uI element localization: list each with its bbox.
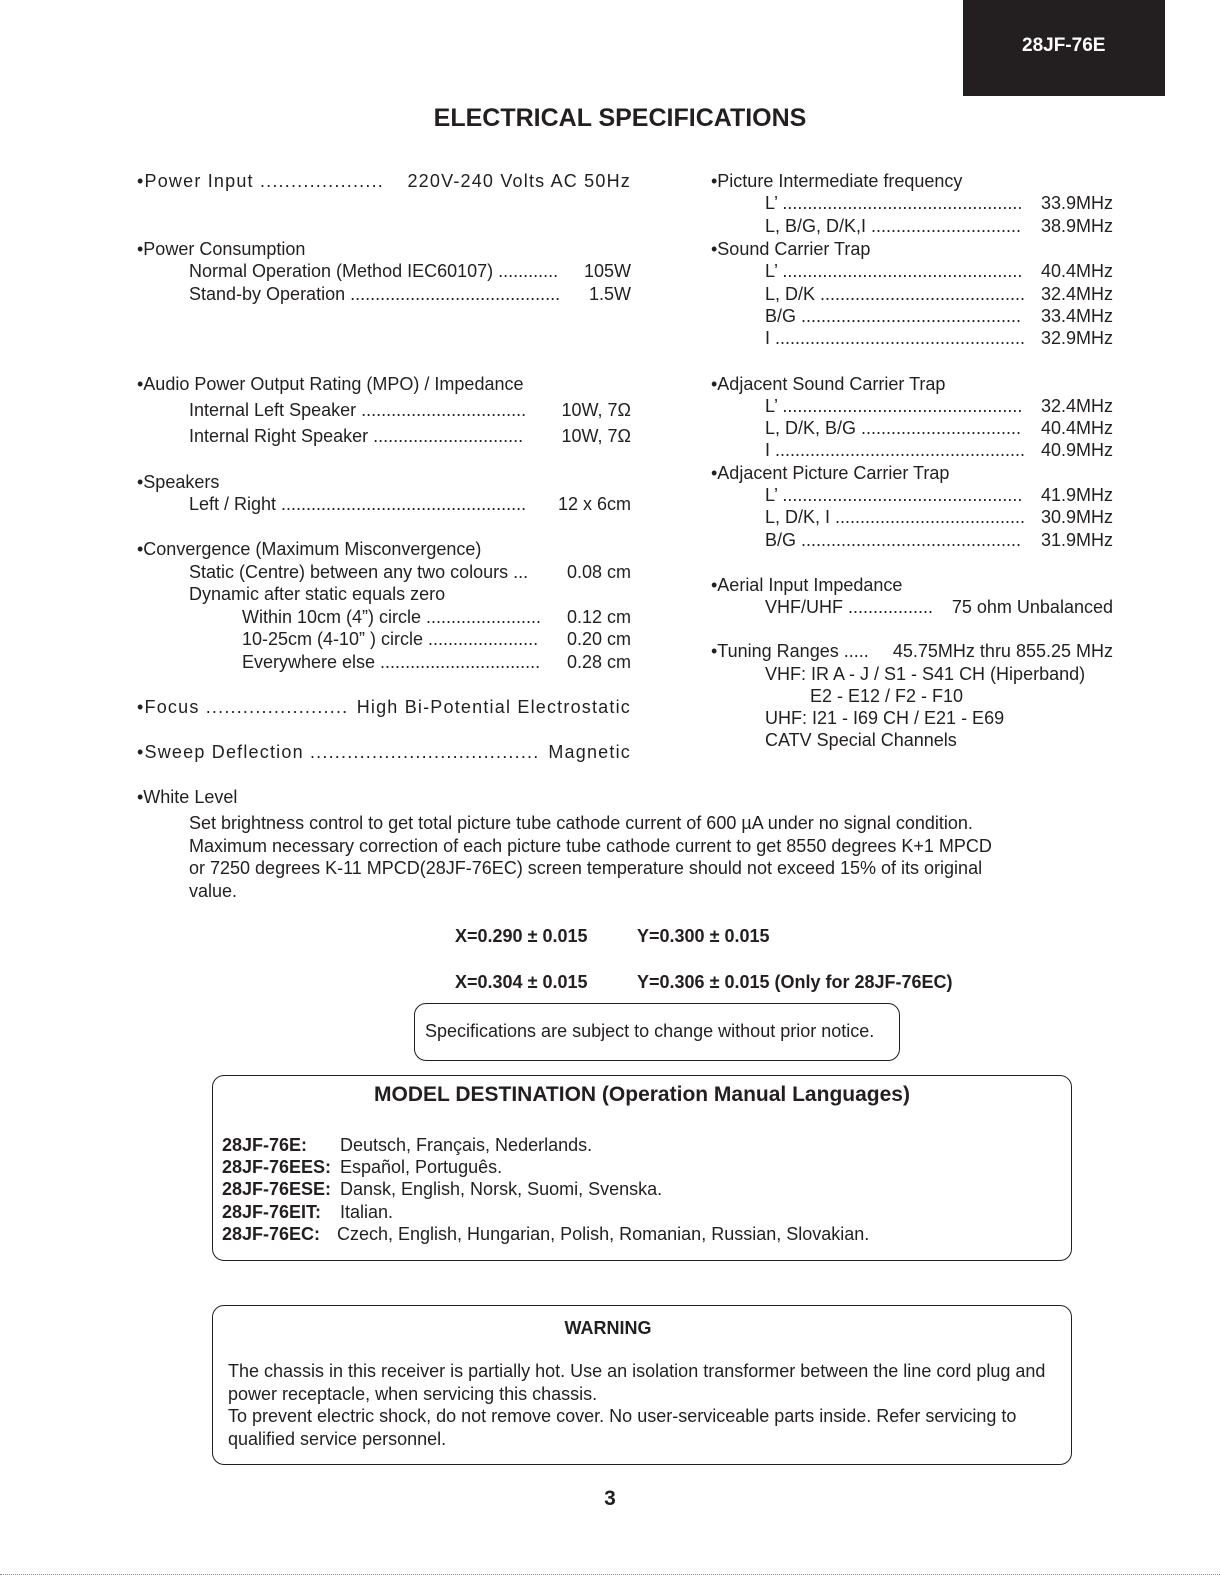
focus-label: •Focus ....................... (137, 697, 349, 717)
focus-row (137, 696, 631, 718)
audio-heading: •Audio Power Output Rating (MPO) / Impedance (137, 374, 524, 394)
dynamic-convergence-text: Dynamic after static equals zero (189, 584, 446, 604)
convergence-heading: •Convergence (Maximum Misconvergence) (137, 539, 482, 559)
pif-row (765, 192, 1113, 214)
asct-label: L’ ................................................ (765, 396, 1023, 416)
sct-row (765, 327, 1113, 349)
sweep-row (137, 741, 631, 763)
power-input-label: •Power Input .................... (137, 171, 384, 191)
tuning-catv: CATV Special Channels (765, 730, 957, 750)
apct-row (765, 529, 1113, 551)
power-input-row (137, 170, 631, 192)
speakers-row (189, 493, 631, 515)
white-level-text: Set brightness control to get total picture tube cathode current of 600 µA under no signal condition. Maximum necessary correction of each picture tube cathode current to get 8550 degrees K+1 MPCD or 7250 degrees K-11 MPCD(28JF-76EC) screen temperature should not exceed 15% of its original value. (189, 813, 992, 901)
apct-label: L’ ................................................ (765, 485, 1023, 505)
tuning-value: 45.75MHz thru 855.25 MHz (892, 641, 1113, 661)
pif-value: 38.9MHz (1040, 216, 1113, 236)
warning-title: WARNING (564, 1318, 652, 1338)
pif-value: 33.9MHz (1040, 193, 1113, 213)
speakers-label: Left / Right ................................................. (189, 494, 527, 514)
normal-operation-label: Normal Operation (Method IEC60107) ............ (189, 261, 559, 281)
sct-heading: •Sound Carrier Trap (711, 239, 871, 259)
model-tab (963, 0, 1165, 96)
tuning-vhf-2: E2 - E12 / F2 - F10 (810, 686, 964, 706)
white-level-heading: •White Level (137, 787, 238, 807)
sct-row (765, 283, 1113, 305)
warning-text-1: The chassis in this receiver is partially hot. Use an isolation transformer between the line cord plug and power receptacle, when servicing this chassis. (228, 1361, 1046, 1404)
asct-label: L, D/K, B/G ................................ (765, 418, 1022, 438)
apct-row (765, 484, 1113, 506)
model-destination-row (222, 1201, 393, 1223)
asct-heading: •Adjacent Sound Carrier Trap (711, 374, 946, 394)
y-coordinate-2: Y=0.306 ± 0.015 (Only for 28JF-76EC) (637, 972, 953, 992)
y-coordinate-1: Y=0.300 ± 0.015 (637, 926, 770, 946)
sct-label: I .................................................. (765, 328, 1026, 348)
pif-row (765, 215, 1113, 237)
asct-value: 32.4MHz (1040, 396, 1113, 416)
model-code: 28JF-76EC: (222, 1224, 321, 1244)
tuning-uhf: UHF: I21 - I69 CH / E21 - E69 (765, 708, 1005, 728)
sct-label: L, D/K ......................................... (765, 284, 1026, 304)
pif-label: L’ ................................................ (765, 193, 1023, 213)
model-languages: Español, Português. (340, 1157, 503, 1177)
right-speaker-label: Internal Right Speaker .............................. (189, 426, 524, 446)
page-title: ELECTRICAL SPECIFICATIONS (433, 104, 807, 132)
sct-value: 32.4MHz (1040, 284, 1113, 304)
standby-operation-label: Stand-by Operation .......................................... (189, 284, 561, 304)
aerial-value: 75 ohm Unbalanced (951, 597, 1113, 617)
model-destination-row (222, 1134, 592, 1156)
static-convergence-value: 0.08 cm (566, 562, 631, 582)
asct-row (765, 439, 1113, 461)
model-languages: Czech, English, Hungarian, Polish, Romanian, Russian, Slovakian. (337, 1224, 870, 1244)
aerial-label: VHF/UHF ................. (765, 597, 934, 617)
left-speaker-value: 10W, 7Ω (561, 400, 631, 420)
tuning-row (711, 640, 1113, 662)
page-number: 3 (604, 1487, 616, 1510)
model-languages: Deutsch, Français, Nederlands. (340, 1135, 593, 1155)
within-circle-row (242, 606, 631, 628)
sct-row (765, 305, 1113, 327)
power-input-value: 220V-240 Volts AC 50Hz (407, 171, 631, 191)
asct-value: 40.9MHz (1040, 440, 1113, 460)
model-languages: Italian. (340, 1202, 394, 1222)
asct-value: 40.4MHz (1040, 418, 1113, 438)
standby-operation-row (189, 283, 631, 305)
asct-label: I .................................................. (765, 440, 1026, 460)
warning-text-2: To prevent electric shock, do not remove cover. No user-serviceable parts inside. Refer servicing to qualified service personnel. (228, 1406, 1017, 1449)
focus-value: High Bi-Potential Electrostatic (356, 697, 631, 717)
tuning-label: •Tuning Ranges ..... (711, 641, 869, 661)
sct-row (765, 260, 1113, 282)
model-code: 28JF-76E: (222, 1135, 308, 1155)
standby-operation-value: 1.5W (588, 284, 631, 304)
speakers-value: 12 x 6cm (557, 494, 631, 514)
notice-text: Specifications are subject to change without prior notice. (425, 1021, 875, 1041)
right-speaker-value: 10W, 7Ω (561, 426, 631, 446)
sweep-label: •Sweep Deflection ..................................... (137, 742, 540, 762)
model-label: 28JF-76E (1022, 35, 1106, 56)
apct-value: 30.9MHz (1040, 507, 1113, 527)
pif-heading: •Picture Intermediate frequency (711, 171, 963, 191)
range-circle-row (242, 628, 631, 650)
left-speaker-label: Internal Left Speaker ................................. (189, 400, 527, 420)
apct-label: B/G ............................................ (765, 530, 1022, 550)
aerial-row (765, 596, 1113, 618)
footer-rule (0, 1574, 1220, 1575)
sct-value: 40.4MHz (1040, 261, 1113, 281)
sct-value: 33.4MHz (1040, 306, 1113, 326)
model-languages: Dansk, English, Norsk, Suomi, Svenska. (340, 1179, 663, 1199)
model-destination-title: MODEL DESTINATION (Operation Manual Languages) (374, 1083, 910, 1106)
sct-label: B/G ............................................ (765, 306, 1022, 326)
power-consumption-heading: •Power Consumption (137, 239, 306, 259)
tuning-vhf: VHF: IR A - J / S1 - S41 CH (Hiperband) (765, 664, 1086, 684)
model-destination-row (222, 1178, 662, 1200)
left-speaker-row (189, 399, 631, 421)
everywhere-value: 0.28 cm (566, 652, 631, 672)
speakers-heading: •Speakers (137, 472, 220, 492)
range-circle-value: 0.20 cm (566, 629, 631, 649)
static-convergence-row (189, 561, 631, 583)
sweep-value: Magnetic (548, 742, 631, 762)
apct-value: 31.9MHz (1040, 530, 1113, 550)
model-destination-row (222, 1223, 869, 1245)
model-code: 28JF-76EES: (222, 1157, 332, 1177)
sct-label: L’ ................................................ (765, 261, 1023, 281)
right-speaker-row (189, 425, 631, 447)
apct-value: 41.9MHz (1040, 485, 1113, 505)
apct-label: L, D/K, I ...................................... (765, 507, 1026, 527)
everywhere-row (242, 651, 631, 673)
within-circle-label: Within 10cm (4”) circle ....................... (242, 607, 542, 627)
aerial-heading: •Aerial Input Impedance (711, 575, 903, 595)
range-circle-label: 10-25cm (4-10” ) circle ...................... (242, 629, 539, 649)
asct-row (765, 417, 1113, 439)
x-coordinate-2: X=0.304 ± 0.015 (455, 972, 588, 992)
normal-operation-value: 105W (583, 261, 631, 281)
within-circle-value: 0.12 cm (566, 607, 631, 627)
apct-heading: •Adjacent Picture Carrier Trap (711, 463, 950, 483)
static-convergence-label: Static (Centre) between any two colours ... (189, 562, 529, 582)
normal-operation-row (189, 260, 631, 282)
pif-label: L, B/G, D/K,I .............................. (765, 216, 1022, 236)
model-destination-row (222, 1156, 502, 1178)
model-code: 28JF-76EIT: (222, 1202, 322, 1222)
everywhere-label: Everywhere else ................................ (242, 652, 541, 672)
x-coordinate-1: X=0.290 ± 0.015 (455, 926, 588, 946)
model-code: 28JF-76ESE: (222, 1179, 332, 1199)
notice-box (414, 1003, 900, 1061)
sct-value: 32.9MHz (1040, 328, 1113, 348)
asct-row (765, 395, 1113, 417)
apct-row (765, 506, 1113, 528)
